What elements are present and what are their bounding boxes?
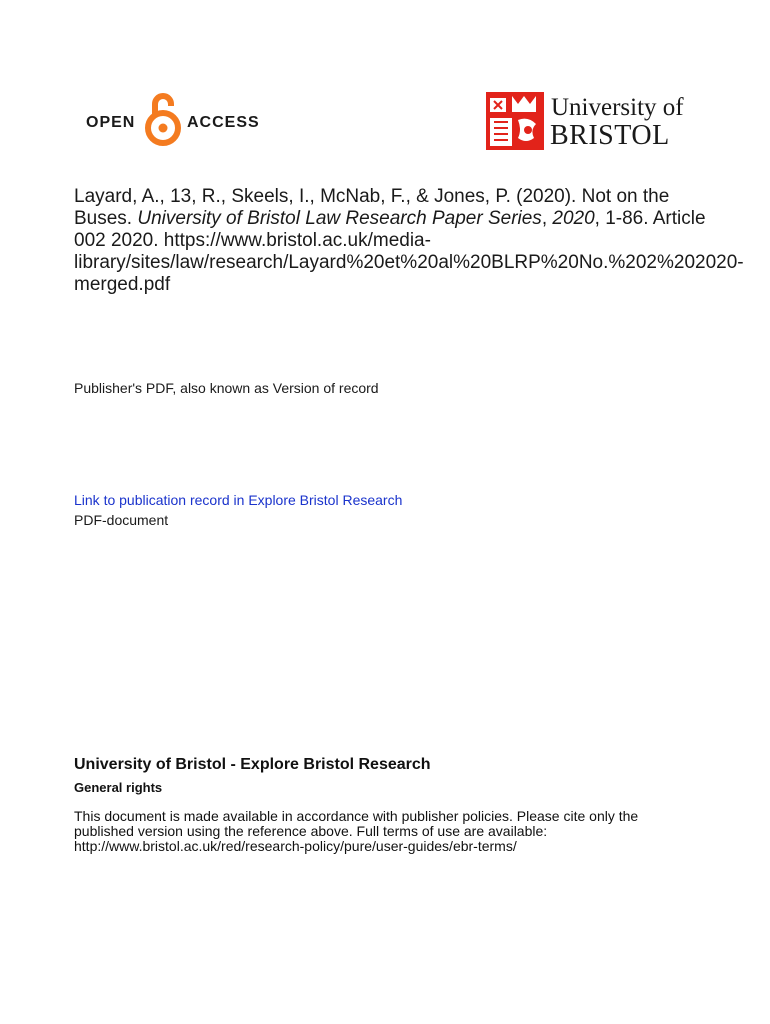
open-access-lock-icon: [143, 88, 183, 148]
citation: [74, 186, 744, 296]
general-rights-line-1: This document is made available in accordance with publisher policies. Please cite only the: [74, 808, 639, 824]
open-access-word-access: ACCESS: [187, 114, 260, 131]
general-rights-text: [74, 809, 714, 854]
publication-record-link[interactable]: Link to publication record in Explore Bristol Research: [74, 492, 403, 508]
citation-volume: 2020: [552, 208, 595, 229]
open-access-word-open: OPEN: [86, 114, 136, 131]
general-rights-line-2: published version using the reference above. Full terms of use are available:: [74, 823, 548, 839]
citation-authors-title: Layard, A., 13, R., Skeels, I., McNab, F., & Jones, P. (2020). Not on the Buses.: [74, 186, 670, 229]
bristol-label: BRISTOL: [550, 120, 670, 151]
terms-url[interactable]: http://www.bristol.ac.uk/red/research-policy/pure/user-guides/ebr-terms/: [74, 838, 517, 854]
document-type-label: PDF-document: [74, 512, 169, 528]
citation-rest: , 1-86. Article 002 2020. https://www.bristol.ac.uk/media-library/sites/law/research/Layard%20et%20al%20BLRP%20No.%202%202020-merged.pdf: [74, 208, 744, 295]
general-rights-heading: General rights: [74, 780, 163, 795]
open-access-logo: [86, 88, 266, 150]
citation-sep: ,: [541, 208, 553, 229]
version-label: Publisher's PDF, also known as Version of record: [74, 380, 379, 396]
citation-journal: University of Bristol Law Research Paper Series: [137, 208, 542, 229]
university-of-bristol-logo: [486, 92, 696, 152]
footer-title: University of Bristol - Explore Bristol Research: [74, 756, 431, 773]
bristol-crest-icon: [486, 92, 544, 150]
university-of-label: University of: [551, 94, 684, 121]
